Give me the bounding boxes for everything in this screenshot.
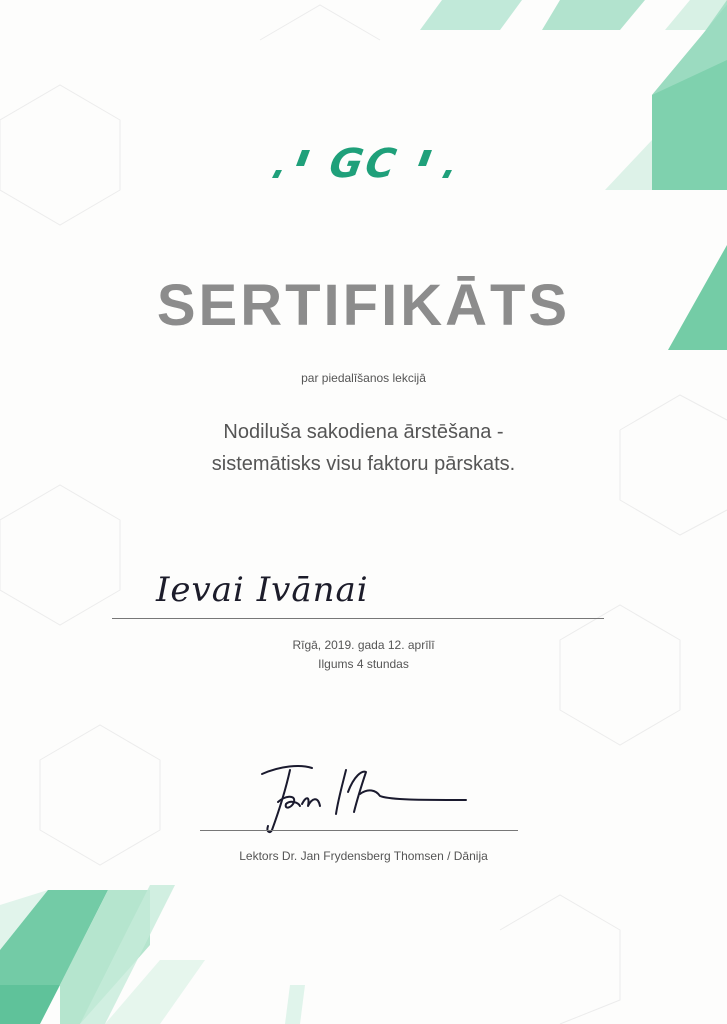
certificate-title: SERTIFIKĀTS <box>156 273 571 338</box>
recipient-name: Ievai Ivānai <box>156 570 369 610</box>
logo-text: GC <box>325 141 403 187</box>
recipient-underline <box>112 618 604 619</box>
signature-line <box>200 830 518 831</box>
duration: Ilgums 4 stundas <box>318 657 409 671</box>
participation-text: par piedalīšanos lekcijā <box>301 371 426 385</box>
place-date: Rīgā, 2019. gada 12. aprīlī <box>292 638 435 652</box>
signature <box>250 756 480 836</box>
lecture-title <box>0 416 727 480</box>
lecturer-name: Lektors Dr. Jan Frydensberg Thomsen / Dānija <box>239 849 488 863</box>
gc-logo <box>266 140 462 188</box>
lecture-title-line-1: Nodiluša sakodiena ārstēšana - <box>223 421 504 443</box>
lecture-title-line-2: sistemātisks visu faktoru pārskats. <box>211 453 516 475</box>
